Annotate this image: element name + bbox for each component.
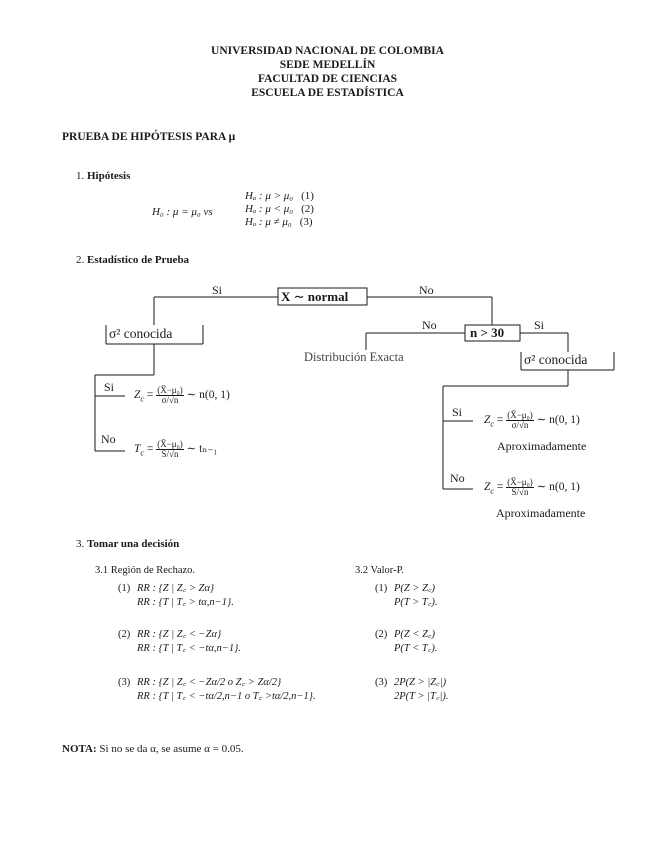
document-title: PRUEBA DE HIPÓTESIS PARA μ <box>62 131 236 143</box>
approx-label-1: Aproximadamente <box>497 439 587 453</box>
rejection-item-1: (1) RR : {Z | Z꜀ > Zα} RR : {T | T꜀ > tα,n−1}. <box>118 583 234 608</box>
null-hypothesis: H₀ : μ = μ₀ vs <box>152 206 213 218</box>
mid-si-label: Si <box>534 318 545 332</box>
section-1-heading: 1. Hipótesis <box>76 170 131 182</box>
exact-distribution-label: Distribución Exacta <box>304 350 404 364</box>
p-value-item-3: (3) 2P(Z > |Z꜀|) 2P(T > |T꜀|). <box>375 677 449 702</box>
section-3-heading: 3. Tomar una decisión <box>76 538 180 550</box>
school-name: ESCUELA DE ESTADÍSTICA <box>251 87 404 99</box>
note-text: Si no se da α, se asume α = 0.05. <box>99 743 244 755</box>
right-z-statistic-1: $Z_c$ = $\frac{\text{(X̄−μ₀)}}{\sigma/√n}$ ∼ n(0, 1) <box>484 410 580 430</box>
approx-label-2: Aproximadamente <box>496 506 586 520</box>
root-box-label: X ∼ normal <box>281 289 349 304</box>
right-no-label: No <box>450 471 465 485</box>
left-box-label: σ² conocida <box>109 326 173 341</box>
p-value-item-2: (2) P(Z < Z꜀) P(T < T꜀). <box>375 629 438 654</box>
faculty-name: FACULTAD DE CIENCIAS <box>257 73 398 85</box>
alt-hypothesis-3: Hₐ : μ ≠ μ₀ (3) <box>245 216 313 228</box>
rejection-item-2: (2) RR : {Z | Z꜀ < −Zα} RR : {T | T꜀ < −tα,n−1}. <box>118 629 241 654</box>
left-z-statistic: $Z_c$ = $\frac{\text{(X̄−μ₀)}}{\sigma/√n}$ ∼ n(0, 1) <box>134 385 230 405</box>
right-si-label: Si <box>452 405 463 419</box>
alt-hypothesis-2: Hₐ : μ < μ₀ (2) <box>245 203 314 215</box>
root-si-label: Si <box>212 283 223 297</box>
alt-hypothesis-1: Hₐ : μ > μ₀ (1) <box>245 190 314 202</box>
right-z-statistic-2: $Z_c$ = $\frac{\text{(X̄−μ₀)}}{S/√n}$ ∼ n(0, 1) <box>484 477 580 497</box>
right-box-label: σ² conocida <box>524 352 588 367</box>
note <box>62 742 244 756</box>
root-no-label: No <box>419 283 434 297</box>
left-t-statistic: $T_c$ = $\frac{\text{(X̄−μ₀)}}{S/√n}$ ∼ tₙ₋₁ <box>134 439 218 459</box>
university-name: UNIVERSIDAD NACIONAL DE COLOMBIA <box>211 45 444 57</box>
left-si-label: Si <box>104 380 115 394</box>
mid-no-label: No <box>422 318 437 332</box>
note-label: NOTA: <box>62 743 97 755</box>
rejection-region-label: 3.1 Región de Rechazo. <box>95 565 196 576</box>
rejection-item-3: (3) RR : {Z | Z꜀ < −Zα/2 o Z꜀ > Zα/2} RR : {T | T꜀ < −tα/2,n−1 o T꜀ >tα/2,n−1}. <box>118 677 316 702</box>
campus-name: SEDE MEDELLÍN <box>279 59 376 71</box>
p-value-item-1: (1) P(Z > Z꜀) P(T > T꜀). <box>375 583 438 608</box>
mid-box-label: n > 30 <box>470 325 505 340</box>
left-no-label: No <box>101 432 116 446</box>
section-3-title: Tomar una decisión <box>87 538 180 550</box>
p-value-label: 3.2 Valor-P. <box>355 565 404 576</box>
section-2-heading: 2. Estadístico de Prueba <box>76 254 190 266</box>
section-2-title: Estadístico de Prueba <box>87 254 190 266</box>
section-1-title: Hipótesis <box>87 170 131 182</box>
